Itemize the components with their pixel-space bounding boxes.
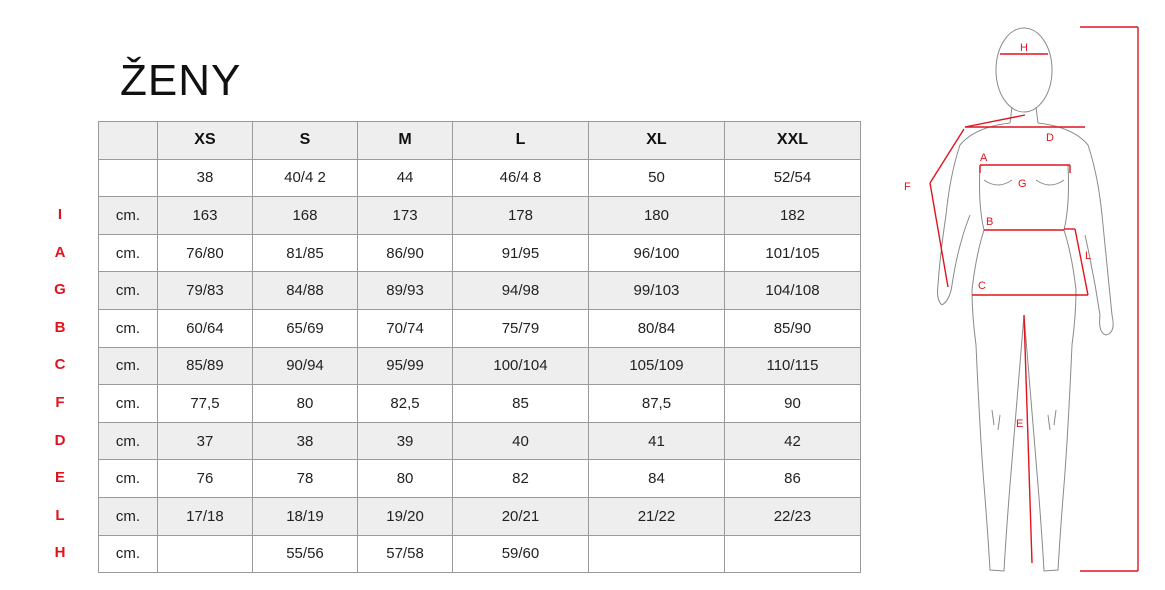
figure-label-b: B xyxy=(986,216,994,228)
table-cell: 57/58 xyxy=(358,535,453,573)
table-cell xyxy=(158,535,253,573)
figure-label-a: A xyxy=(980,152,988,164)
table-row xyxy=(99,197,861,235)
table-cell: 82 xyxy=(452,460,588,498)
table-cell: 20/21 xyxy=(452,497,588,535)
table-cell: 168 xyxy=(252,197,357,235)
figure-label-c: C xyxy=(978,280,986,292)
table-cell: 182 xyxy=(724,197,860,235)
unit-cell: cm. xyxy=(99,460,158,498)
table-cell: 76 xyxy=(158,460,253,498)
row-letter: A xyxy=(54,243,66,261)
table-cell: 77,5 xyxy=(158,385,253,423)
table-cell: 89/93 xyxy=(358,272,453,310)
table-cell: 40/4 2 xyxy=(252,159,357,197)
row-letters xyxy=(40,196,80,572)
table-cell: 81/85 xyxy=(252,234,357,272)
table-cell: 46/4 8 xyxy=(452,159,588,197)
table-row xyxy=(99,272,861,310)
row-letter: G xyxy=(54,281,66,299)
figure-label-l: L xyxy=(1085,250,1092,262)
row-letter: I xyxy=(57,206,63,223)
size-header: S xyxy=(252,122,357,160)
table-cell: 41 xyxy=(588,422,724,460)
table-row xyxy=(99,309,861,347)
figure-label-f: F xyxy=(904,181,911,193)
table-cell: 104/108 xyxy=(724,272,860,310)
unit-cell: cm. xyxy=(99,535,158,573)
table-cell: 96/100 xyxy=(588,234,724,272)
table-row xyxy=(99,460,861,498)
table-cell: 65/69 xyxy=(252,309,357,347)
unit-cell: cm. xyxy=(99,422,158,460)
table-cell: 90/94 xyxy=(252,347,357,385)
table-cell: 22/23 xyxy=(724,497,860,535)
unit-cell: cm. xyxy=(99,309,158,347)
unit-cell: cm. xyxy=(99,197,158,235)
table-cell: 91/95 xyxy=(452,234,588,272)
table-cell: 95/99 xyxy=(358,347,453,385)
table-cell: 80/84 xyxy=(588,309,724,347)
table-cell: 82,5 xyxy=(358,385,453,423)
table-cell: 39 xyxy=(358,422,453,460)
page-title: ŽENY xyxy=(120,56,242,105)
size-header: XS xyxy=(158,122,253,160)
table-cell: 21/22 xyxy=(588,497,724,535)
table-row xyxy=(99,497,861,535)
table-cell: 70/74 xyxy=(358,309,453,347)
body-measurement-figure xyxy=(880,15,1165,585)
table-cell: 86 xyxy=(724,460,860,498)
table-row xyxy=(99,535,861,573)
table-cell: 50 xyxy=(588,159,724,197)
table-cell: 52/54 xyxy=(724,159,860,197)
table-cell: 85 xyxy=(452,385,588,423)
table-cell: 38 xyxy=(252,422,357,460)
table-cell xyxy=(588,535,724,573)
figure-label-d: D xyxy=(1046,132,1054,144)
table-cell: 178 xyxy=(452,197,588,235)
table-cell: 163 xyxy=(158,197,253,235)
table-row xyxy=(99,347,861,385)
table-cell: 85/89 xyxy=(158,347,253,385)
table-cell: 75/79 xyxy=(452,309,588,347)
size-header: XXL xyxy=(724,122,860,160)
size-header: XL xyxy=(588,122,724,160)
table-cell: 85/90 xyxy=(724,309,860,347)
table-cell: 87,5 xyxy=(588,385,724,423)
body-outline-illustration xyxy=(880,15,1165,585)
header-empty-cell xyxy=(99,122,158,160)
row-letter: C xyxy=(54,356,66,374)
table-cell: 44 xyxy=(358,159,453,197)
table-cell: 78 xyxy=(252,460,357,498)
row-letter: D xyxy=(54,431,66,449)
row-letter: L xyxy=(55,506,65,524)
table-row xyxy=(99,422,861,460)
table-cell: 37 xyxy=(158,422,253,460)
row-letter: F xyxy=(55,393,65,411)
unit-cell: cm. xyxy=(99,234,158,272)
size-table xyxy=(98,121,861,573)
table-cell: 105/109 xyxy=(588,347,724,385)
table-cell: 84/88 xyxy=(252,272,357,310)
unit-cell: cm. xyxy=(99,385,158,423)
row-letter: E xyxy=(54,469,65,487)
table-cell: 90 xyxy=(724,385,860,423)
table-header-row xyxy=(99,122,861,160)
table-cell: 42 xyxy=(724,422,860,460)
table-cell xyxy=(99,159,158,197)
table-cell: 18/19 xyxy=(252,497,357,535)
table-cell: 59/60 xyxy=(452,535,588,573)
figure-label-g: G xyxy=(1018,178,1027,190)
table-cell: 180 xyxy=(588,197,724,235)
table-cell: 79/83 xyxy=(158,272,253,310)
table-cell: 99/103 xyxy=(588,272,724,310)
unit-cell: cm. xyxy=(99,497,158,535)
eu-size-row xyxy=(99,159,861,197)
row-letter: H xyxy=(54,544,66,562)
table-cell: 173 xyxy=(358,197,453,235)
table-cell: 80 xyxy=(358,460,453,498)
unit-cell: cm. xyxy=(99,347,158,385)
table-cell: 19/20 xyxy=(358,497,453,535)
table-cell: 60/64 xyxy=(158,309,253,347)
unit-cell: cm. xyxy=(99,272,158,310)
table-cell: 38 xyxy=(158,159,253,197)
table-row xyxy=(99,234,861,272)
row-letter: B xyxy=(54,318,66,336)
size-header: L xyxy=(452,122,588,160)
table-row xyxy=(99,385,861,423)
size-header: M xyxy=(358,122,453,160)
table-cell: 55/56 xyxy=(252,535,357,573)
table-cell: 94/98 xyxy=(452,272,588,310)
table-cell: 101/105 xyxy=(724,234,860,272)
table-cell: 80 xyxy=(252,385,357,423)
table-cell: 110/115 xyxy=(724,347,860,385)
table-cell: 17/18 xyxy=(158,497,253,535)
table-cell: 86/90 xyxy=(358,234,453,272)
table-cell: 40 xyxy=(452,422,588,460)
table-cell xyxy=(724,535,860,573)
figure-label-e: E xyxy=(1016,418,1024,430)
table-cell: 84 xyxy=(588,460,724,498)
figure-label-h: H xyxy=(1020,42,1028,54)
table-cell: 100/104 xyxy=(452,347,588,385)
table-cell: 76/80 xyxy=(158,234,253,272)
